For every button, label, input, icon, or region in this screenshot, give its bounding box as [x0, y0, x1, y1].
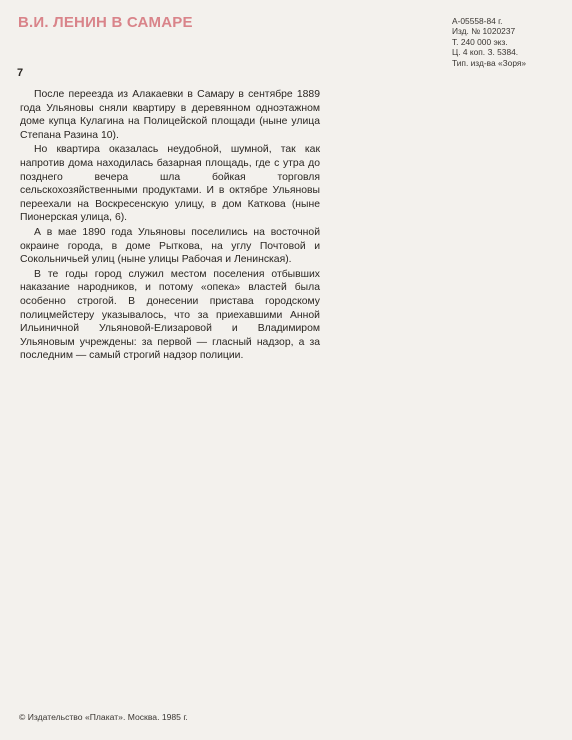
body-paragraph: После переезда из Алакаевки в Самару в сентябре 1889 года Ульяновы сняли квартиру в деревянном одноэтажном доме купца Кулагина на Полицейской площади (ныне улица Степана Разина 10).	[20, 89, 320, 141]
body-text	[20, 88, 320, 364]
imprint-line: Ц. 4 коп. З. 5384.	[452, 47, 519, 58]
imprint-block	[452, 16, 526, 68]
imprint-line: Тип. изд-ва «Зоря»	[452, 57, 527, 68]
body-paragraph: Но квартира оказалась неудобной, шумной, так как напротив дома находилась базарная площадь, где с утра до позднего вечера шла бойкая торговля сельскохозяйственными продуктами. И в октябре Ульяновы переехали на Воскресенскую улицу, в дом Каткова (ныне Пионерская улица, 6).	[20, 144, 320, 224]
imprint-line: Т. 240 000 экз.	[452, 36, 508, 47]
body-paragraph: В те годы город служил местом поселения отбывших наказание народников, и потому «опека» властей была особенно строгой. В донесении пристава городскому полицмейстеру указывалось, что за приехавшими Анной Ильиничной Ульяновой-Елизаровой и Владимиром Ульяновым учреждены: за первой — гласный надзор, а за последним — самый строгий надзор полиции.	[20, 268, 320, 362]
body-paragraph: А в мае 1890 года Ульяновы поселились на восточной окраине города, в доме Рыткова, на углу Почтовой и Сокольничьей улиц (ныне улицы Рабочая и Ленинская).	[20, 226, 320, 266]
page-number: 7	[17, 67, 24, 79]
series-title: В.И. ЛЕНИН В САМАРЕ	[18, 14, 193, 31]
copyright-line: © Издательство «Плакат». Москва. 1985 г.	[19, 712, 188, 722]
imprint-line: Изд. № 1020237	[452, 26, 516, 37]
imprint-line: А-05558-84 г.	[452, 16, 503, 26]
